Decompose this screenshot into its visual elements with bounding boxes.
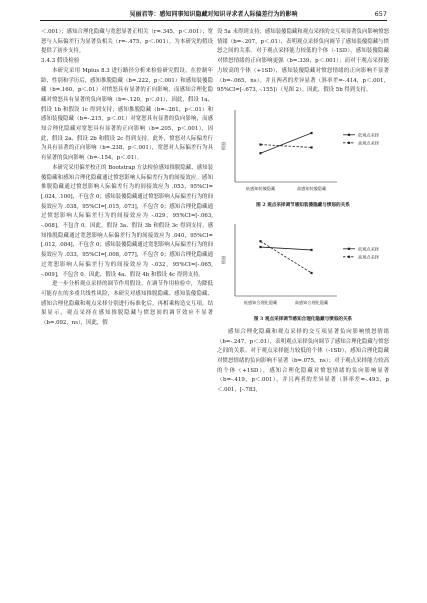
data-point — [259, 240, 261, 242]
legend-marker — [348, 248, 350, 250]
data-point — [310, 132, 312, 134]
right-column — [217, 28, 389, 396]
figure-3-chart — [217, 218, 389, 314]
data-point — [259, 152, 261, 154]
data-point — [259, 246, 261, 248]
figure-3 — [217, 218, 389, 314]
paragraph: 设 5a 未得到支持；感知装傻隐藏和观点采择的交互项显著负向影响愤怒情绪（b=-.207，p＜.01），表明观点采择负向调节了感知装傻隐藏与愤怒之间的关系。对于观点采择能力较低的个体（-1SD），感知装傻隐藏对愤怒情绪的正向影响更强（b=.339，p＜.001）；而对于观点采择能力较高的个体（+1SD），感知装傻隐藏对愤怒情绪的正向影响不显著（b=-.065，ns）。并且两者的差异显著（斜率差=-.414，p＜.001，95%CI=[-.673, -.155]）（见图 2）。因此，假设 5b 得到支持。 — [217, 29, 389, 94]
series-line — [261, 144, 312, 147]
paragraph: ＜.001）；感知合理化隐藏与宽恕显著正相关（r=.345，p＜.001）；宽恕与人际偏差行为显著负相关（r=-.475，p＜.001）。为本研究的假设提供了初步支持。 — [41, 29, 213, 55]
legend-marker — [348, 142, 350, 144]
page-number: 657 — [374, 10, 387, 18]
data-point — [310, 146, 312, 148]
figure-2-chart — [217, 104, 389, 200]
legend-label: 高观点采择 — [358, 140, 379, 146]
left-column — [41, 28, 213, 329]
series-line — [261, 247, 312, 250]
x-tick-label: 低感知合理化隐藏 — [243, 299, 278, 305]
legend-label: 低观点采择 — [358, 132, 379, 138]
data-point — [259, 143, 261, 145]
series-line — [261, 241, 312, 273]
legend-label: 高观点采择 — [358, 254, 379, 260]
figure-2 — [217, 104, 389, 200]
paragraph: 本研究采用 Mplus 8.3 进行路径分析来检验研究假设。在控制年龄、性别和学历后，感知推脱隐藏（b=.222，p＜.001）和感知装傻隐藏（b=.160，p＜.01）对愤怒具有显著的正向影响，而感知合理化隐藏对愤怒具有显著的负向影响（b=-.120，p＜.01），因此，假设 1a、假设 1b 和假设 1c 得到支持；感知推脱隐藏（b=-.261，p＜.01）和感知装傻隐藏（b=-.215，p＜.01）对宽恕具有显著的负向影响，而感知合理化隐藏对宽恕具有显著的正向影响（b=.205，p＜.001），因此，假设 2a、假设 2b 和假设 2c 得到支持。此外，愤怒对人际偏差行为具有显著的正向影响（b=.238，p＜.001），宽恕对人际偏差行为具有显著的负向影响（b=-.154，p＜.01）。 — [41, 67, 213, 162]
running-title: 吴丽君等：感知同事知识隐藏对知识寻求者人际偏差行为的影响 — [129, 11, 298, 18]
figure-2-caption: 图 2 观点采择调节感知装傻隐藏与愤怒的关系 — [256, 202, 350, 208]
y-axis-label: 愤怒 — [221, 141, 226, 151]
running-header — [40, 8, 387, 21]
legend-marker — [348, 256, 350, 258]
legend-marker — [348, 134, 350, 136]
x-tick-label: 高感知合理化隐藏 — [294, 299, 329, 305]
data-point — [310, 272, 312, 274]
paragraph: 本研究采用偏差校正的 Bootstrap 方法检验感知推脱隐藏、感知装傻隐藏和感知合理化隐藏通过愤怒影响人际偏差行为的间接效应。感知推脱隐藏通过愤怒影响人际偏差行为的间接效应为 .053，95%CI=[.024, .100]，不包含 0；感知装傻隐藏通过愤怒影响人际偏差行为的间接效应为 .038，95%CI=[.015, .073]，不包含 0；感知合理化隐藏通过愤怒影响人际偏差行为的间接效应为 -.029，95%CI=[-.063, -.008]，不包含 0。因此，假设 3a、假设 3b 和假设 3c 得到支持。感知推脱隐藏通过宽恕影响人际偏差行为的间接效应为 .040，95%CI=[.012, .084]，不包含 0；感知装傻隐藏通过宽恕影响人际偏差行为的间接效应为 .033，95%CI=[.008, .077]，不包含 0；感知合理化隐藏通过宽恕影响人际偏差行为的间接效应为 -.032，95%CI=[-.065, -.009]，不包含 0。因此，假设 4a、假设 4b 和假设 4c 得到支持。 — [41, 164, 213, 278]
paragraph: 感知合理化隐藏和观点采择的交互项显著负向影响愤怒情绪（b=-.247，p＜.01），表明观点采择负向调节了感知合理化隐藏与愤怒之间的关系。对于观点采择能力较低的个体（-1SD），感知合理化隐藏对愤怒情绪的负向影响不显著（b=.075，ns）；对于观点采择能力较高的个体（+1SD），感知合理化隐藏对愤怒情绪的负向影响显著（b=-.419，p＜.001）。并且两者的差异显著（斜率差=-.493，p＜.001，[-.783, — [217, 328, 389, 394]
y-axis-label: 愤怒 — [221, 255, 226, 265]
legend-label: 低观点采择 — [358, 246, 379, 252]
x-tick-label: 低感知装傻隐藏 — [245, 185, 276, 191]
figure-3-caption: 图 3 观点采择调节感知合理化隐藏与愤怒的关系 — [253, 316, 353, 322]
data-point — [310, 249, 312, 251]
series-line — [261, 133, 312, 153]
paragraph: 进一步分析观点采择的调节作用假设。在调节作用检验中，为降低可能存在的多重共线性风险，本研究对感知推脱隐藏、感知装傻隐藏、感知合理化隐藏和观点采择分别进行标准化后，再相乘构造交互项。结果显示，观点采择在感知推脱隐藏与愤怒间的调节效应不显著（b=.092，ns），因此，假 — [41, 281, 213, 327]
section-heading: 3.4.3 假设检验 — [41, 58, 80, 65]
x-tick-label: 高感知装傻隐藏 — [296, 185, 327, 191]
